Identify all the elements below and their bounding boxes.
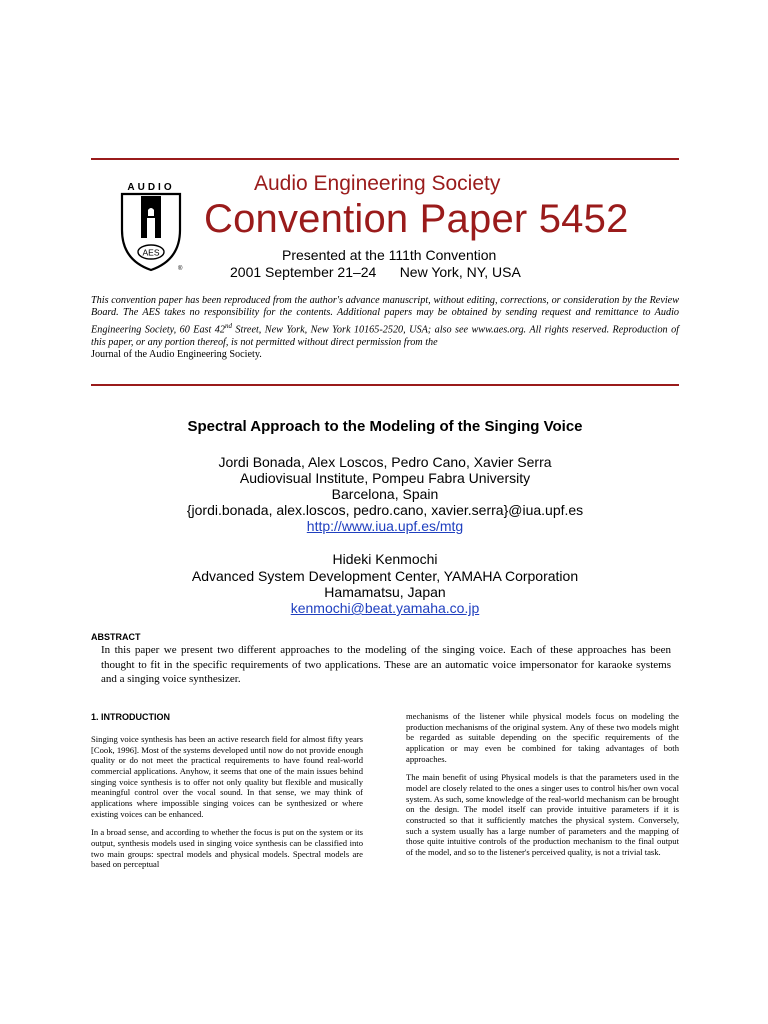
logo-text-aes: AES — [142, 247, 160, 258]
notice-text-2: Street, New York, New York 10165-2520, USA; also see www.aes.org. All rights reserved. Reproduction of this paper, or any portion thereof, is not permitted without direct permission from the — [91, 324, 679, 348]
presented-at: Presented at the 111th Convention — [282, 247, 497, 263]
paper-title: Spectral Approach to the Modeling of the Singing Voice — [187, 418, 583, 435]
body-column-right — [406, 711, 679, 866]
logo-text-audio: AUDIO — [127, 182, 175, 193]
convention-location: New York, NY, USA — [399, 264, 521, 280]
introduction-heading: 1. INTRODUCTION — [91, 712, 171, 722]
date-location-line — [230, 264, 521, 280]
author-names-2: Hideki Kenmochi — [332, 551, 438, 567]
intro-paragraph-1: Singing voice synthesis has been an active research field for almost fifty years [Cook, 1996]. Most of the systems developed until now do not provide enough quality or do not meet the practical requirements to have found real-world commercial applications. Anyhow, it seems that one of the main issues behind singing voice synthesis is to offer not only quality but flexible and musically meaningful control over the vocal sound. In that sense, we may think of applications where impossible singing voices can be synthesized or where existing voices can be enhanced. — [91, 734, 363, 819]
notice-text-last: Journal of the Audio Engineering Society. — [91, 349, 262, 361]
author-emails-1: {jordi.bonada, alex.loscos, pedro.cano, xavier.serra}@iua.upf.es — [186, 502, 584, 518]
author-email-link[interactable]: kenmochi@beat.yamaha.co.jp — [290, 600, 480, 616]
intro-paragraph-4: The main benefit of using Physical models is that the parameters used in the model are closely related to the ones a singer uses to control his/her own vocal system. As such, some knowledge of the real-world mechanism can be brought on the design. The model itself can provide intuitive parameters if it is constructed so that it sufficiently matches the physical system. Conversely, such a system usually has a large number of parameters and the mapping of those quite intuitive controls of the production mechanism to the final output of the model, and so to the listener's perceived quality, is not a trivial task. — [406, 772, 679, 857]
notice-superscript: nd — [224, 321, 232, 330]
abstract-text: In this paper we present two different approaches to the modeling of the singing voice. Each of these approaches has been thought to fit in the specific requirements of two applications. These are an automatic voice impersonator for karaoke systems and a singing voice synthesizer. — [101, 644, 671, 686]
author-url-link[interactable]: http://www.iua.upf.es/mtg — [306, 518, 464, 534]
author-email-row — [91, 600, 679, 616]
author-url-row — [91, 518, 679, 534]
logo-registered-mark: ® — [178, 266, 183, 272]
body-column-left — [91, 734, 363, 878]
intro-paragraph-2: In a broad sense, and according to whether the focus is put on the system or its output, synthesis models used in singing voice synthesis can be classified into two main groups: spectral models and physical models. Spectral models are based on perceptual — [91, 827, 363, 870]
intro-paragraph-3: mechanisms of the listener while physical models focus on modeling the production mechanisms of the original system. Any of these two models might be regarded as suitable depending on the specific requirements of the application or may even be combined for taking advantages of both approaches. — [406, 711, 679, 764]
convention-paper-title: Convention Paper 5452 — [204, 197, 629, 241]
author-affiliation-2: Advanced System Development Center, YAMAHA Corporation — [191, 568, 579, 584]
author-city-1: Barcelona, Spain — [331, 486, 439, 502]
author-affiliation-1: Audiovisual Institute, Pompeu Fabra University — [239, 470, 531, 486]
convention-date: 2001 September 21–24 — [230, 264, 377, 280]
notice-text-1: This convention paper has been reproduced from the author's advance manuscript, without editing, corrections, or consideration by the Review Board. The AES takes no responsibility for the contents. Additional papers may be obtained by sending request and remittance to Audio Engineering Society, 60 East 42 — [91, 295, 679, 336]
author-city-2: Hamamatsu, Japan — [324, 584, 446, 600]
organization-name: Audio Engineering Society — [254, 172, 501, 195]
header-top-rule — [91, 158, 679, 160]
author-names-1: Jordi Bonada, Alex Loscos, Pedro Cano, Xavier Serra — [218, 454, 552, 470]
abstract-heading: ABSTRACT — [91, 632, 141, 642]
header-bottom-rule — [91, 384, 679, 386]
aes-logo-icon — [118, 180, 184, 272]
reproduction-notice — [91, 295, 679, 361]
